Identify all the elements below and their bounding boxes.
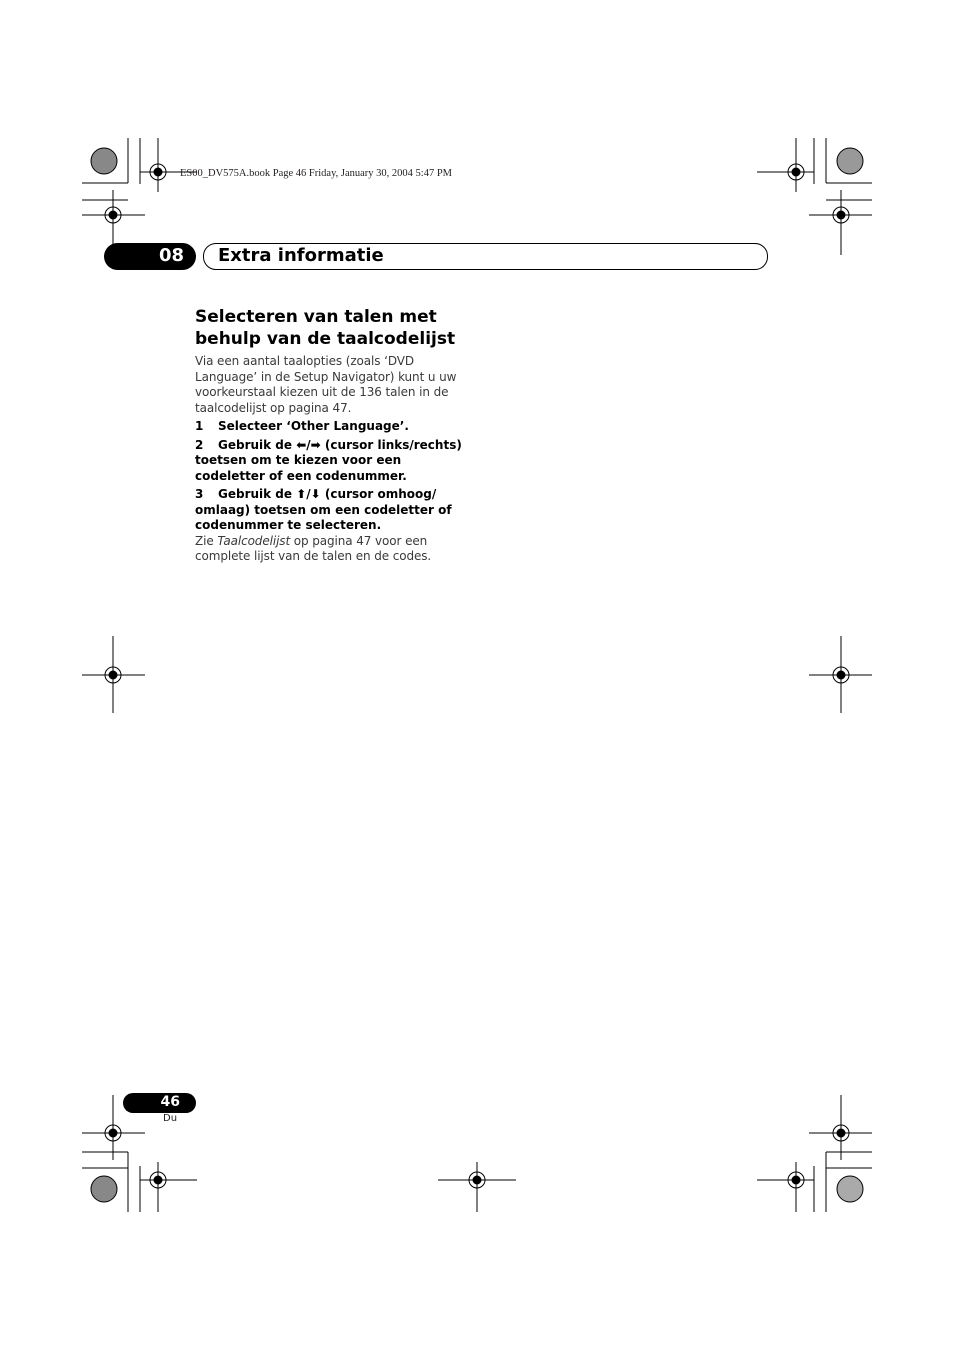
note-link-text: Taalcodelijst <box>217 533 291 548</box>
step-number: 1 <box>195 419 204 433</box>
chapter-badge <box>104 243 196 270</box>
section-title-line2: behulp van de taalcodelijst <box>195 329 456 349</box>
step-text-before: Gebruik de <box>218 437 293 452</box>
up-down-arrow-icon: ⬆/⬇ <box>296 487 321 501</box>
page-number: 46 <box>160 1094 180 1110</box>
chapter-title: Extra informatie <box>218 245 384 266</box>
page-number-badge <box>123 1093 196 1113</box>
step-text-after: (cursor omhoog/ omlaag) toetsen om een codeletter of codenummer te selecteren. <box>195 487 452 532</box>
chapter-bar <box>203 243 768 270</box>
intro-paragraph: Via een aantal taalopties (zoals ‘DVD Language’ in de Setup Navigator) kunt u uw voorkeurstaal kiezen uit de 136 talen in de taalcodelijst op pagina 47. <box>195 354 457 415</box>
step-3 <box>195 487 467 534</box>
section-content <box>195 306 467 565</box>
note-suffix: op pagina 47 voor een complete lijst van de talen en de codes. <box>195 533 432 563</box>
note-paragraph <box>195 534 467 565</box>
step-text-before: Gebruik de <box>218 487 293 501</box>
chapter-number: 08 <box>158 245 184 266</box>
step-number: 2 <box>195 437 204 452</box>
step-text: Selecteer ‘Other Language’. <box>218 419 409 433</box>
file-header: ES00_DV575A.book Page 46 Friday, January 30, 2004 5:47 PM <box>180 168 453 179</box>
note-prefix: Zie <box>195 533 214 548</box>
step-1 <box>195 419 467 435</box>
step-text-after: (cursor links/rechts) toetsen om te kiezen voor een codeletter of een codenummer. <box>195 437 462 483</box>
step-number: 3 <box>195 487 204 501</box>
step-2 <box>195 438 467 485</box>
page-language: Du <box>163 1113 178 1124</box>
left-right-arrow-icon: ⬅/➡ <box>296 437 321 452</box>
section-title-line1: Selecteren van talen met <box>195 307 437 327</box>
section-title <box>195 306 467 350</box>
